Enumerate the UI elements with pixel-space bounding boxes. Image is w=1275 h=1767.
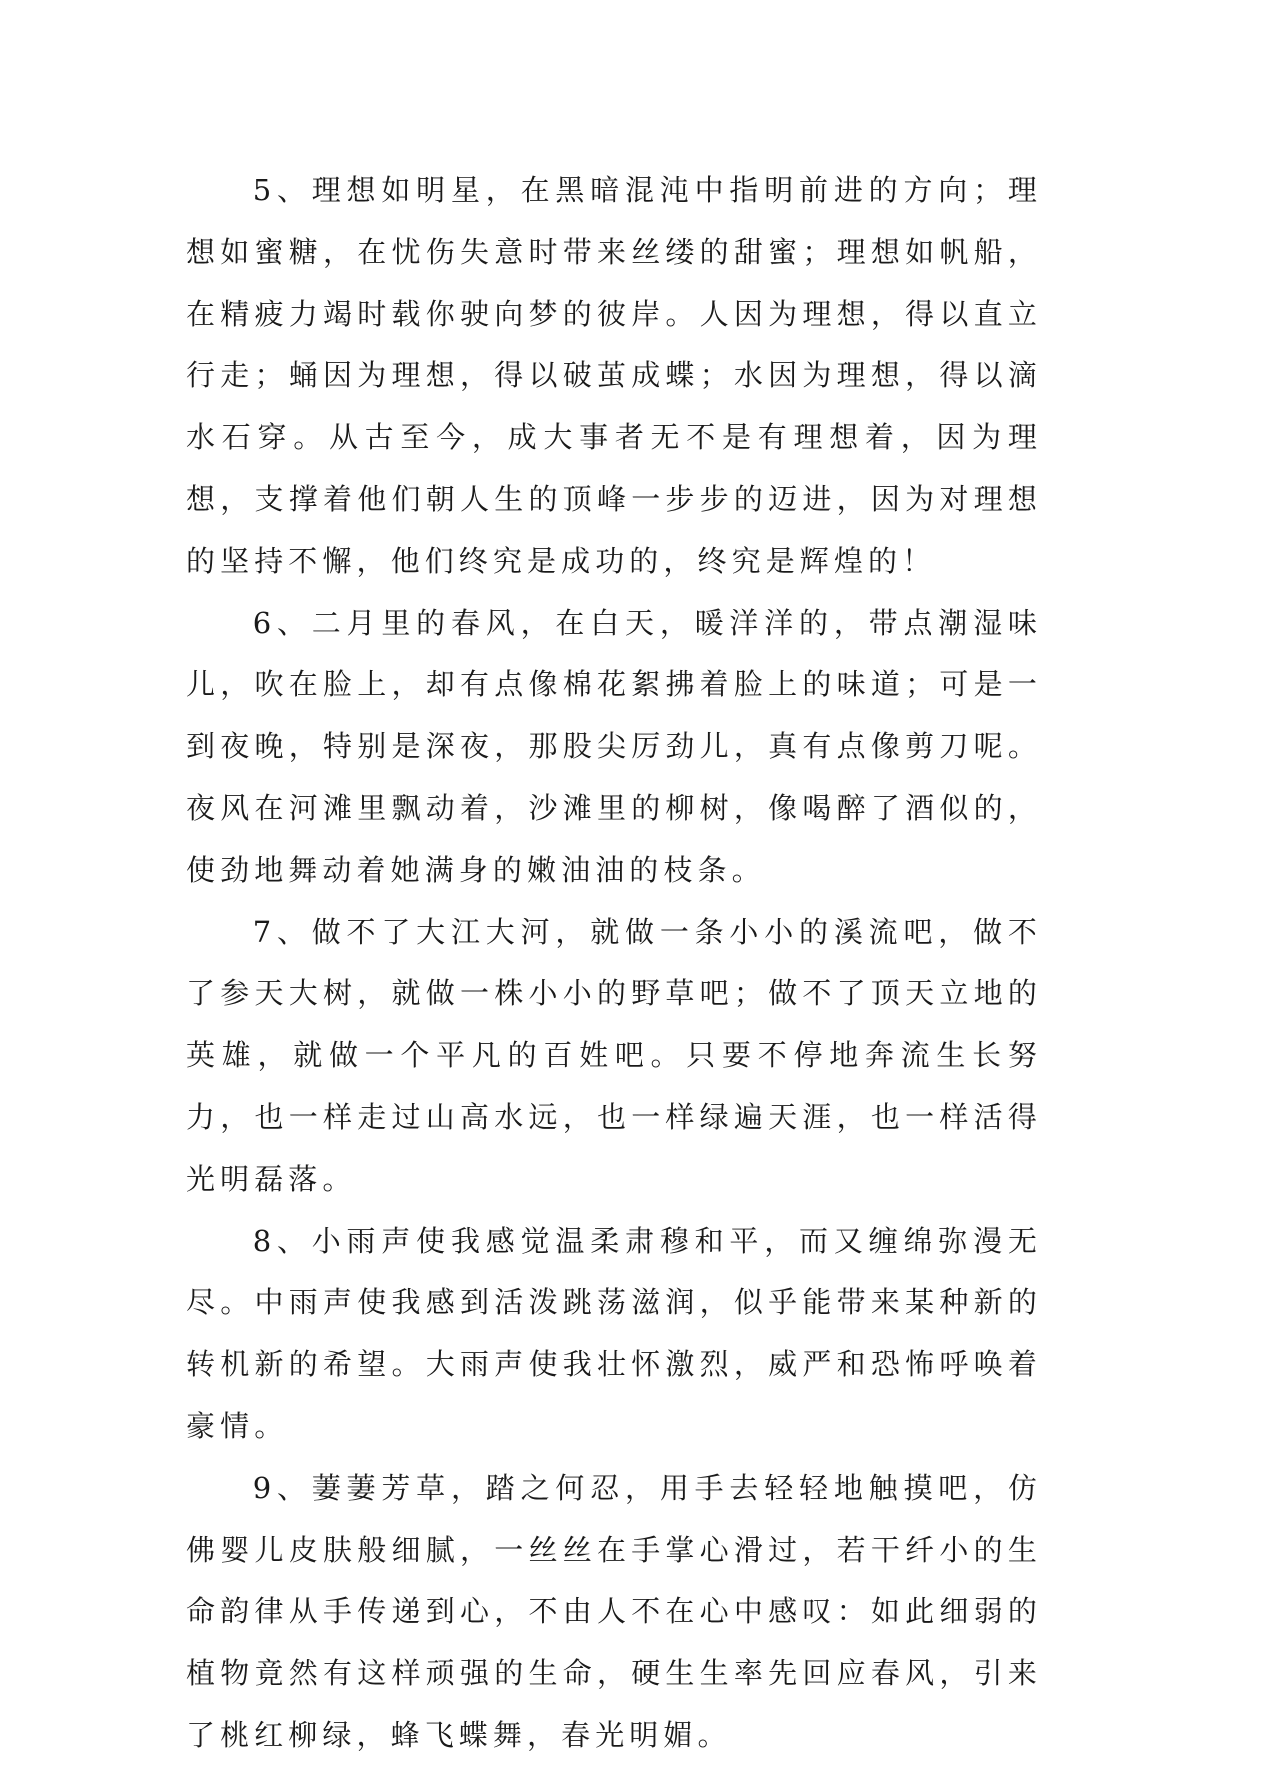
paragraph-5: 5、理想如明星，在黑暗混沌中指明前进的方向；理想如蜜糖，在忧伤失意时带来丝缕的甜蜜；理想如帆船，在精疲力竭时载你驶向梦的彼岸。人因为理想，得以直立行走；蛹因为理想，得以破茧成蝶；水因为理想，得以滴水石穿。从古至今，成大事者无不是有理想着，因为理想，支撑着他们朝人生的顶峰一步步的迈进，因为对理想的坚持不懈，他们终究是成功的，终究是辉煌的！	[186, 173, 1042, 578]
paragraph-9: 9、萋萋芳草，踏之何忍，用手去轻轻地触摸吧，仿佛婴儿皮肤般细腻，一丝丝在手掌心滑过，若干纤小的生命韵律从手传递到心，不由人不在心中感叹：如此细弱的植物竟然有这样顽强的生命，硬生生率先回应春风，引来了桃红柳绿，蜂飞蝶舞，春光明媚。	[186, 1470, 1042, 1752]
document-body	[186, 160, 1042, 1767]
paragraph-8: 8、小雨声使我感觉温柔肃穆和平，而又缠绵弥漫无尽。中雨声使我感到活泼跳荡滋润，似乎能带来某种新的转机新的希望。大雨声使我壮怀激烈，威严和恐怖呼唤着豪情。	[186, 1223, 1042, 1443]
paragraph-6: 6、二月里的春风，在白天，暖洋洋的，带点潮湿味儿，吹在脸上，却有点像棉花絮拂着脸上的味道；可是一到夜晚，特别是深夜，那股尖厉劲儿，真有点像剪刀呢。夜风在河滩里飘动着，沙滩里的柳树，像喝醉了酒似的，使劲地舞动着她满身的嫩油油的枝条。	[186, 605, 1042, 887]
paragraph-7: 7、做不了大江大河，就做一条小小的溪流吧，做不了参天大树，就做一株小小的野草吧；做不了顶天立地的英雄，就做一个平凡的百姓吧。只要不停地奔流生长努力，也一样走过山高水远，也一样绿遍天涯，也一样活得光明磊落。	[186, 914, 1042, 1196]
